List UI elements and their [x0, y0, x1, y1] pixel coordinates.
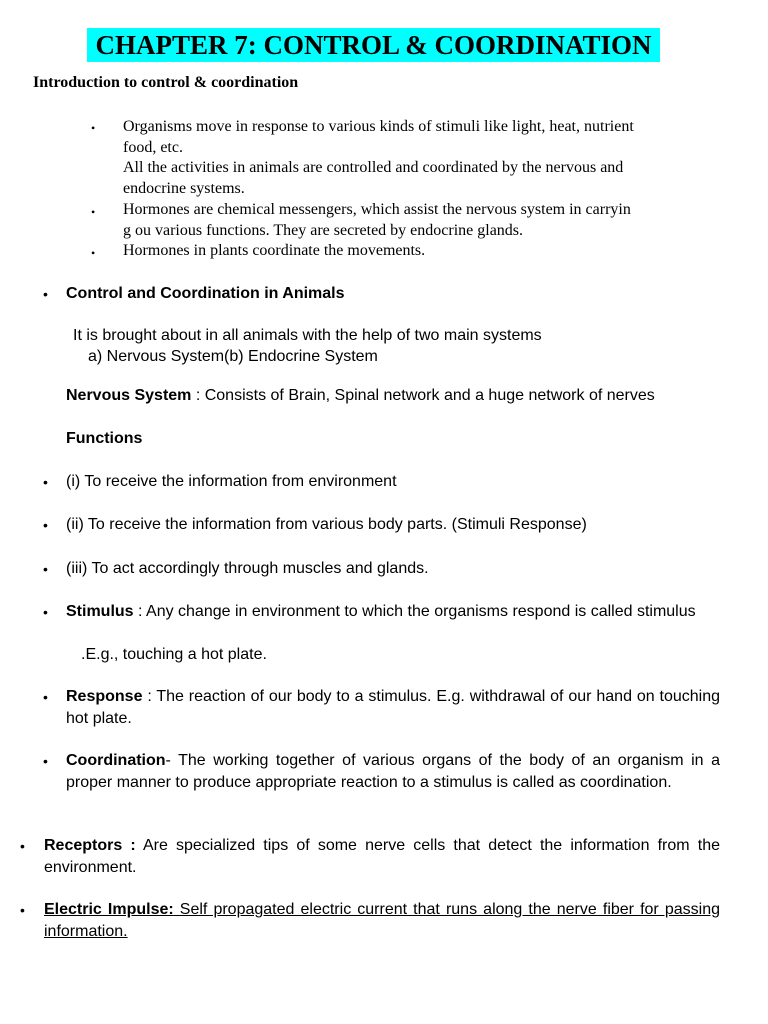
- intro-bullet-1-line-1: Organisms move in response to various kinds of stimuli like light, heat, nutrient: [123, 118, 634, 135]
- intro-bullet-2-marker: •: [91, 205, 96, 219]
- receptors-text: Are specialized tips of some nerve cells that detect the information from the environment.: [44, 837, 720, 876]
- intro-heading: Introduction to control & coordination: [33, 74, 299, 91]
- intro-bullet-1-marker: •: [91, 121, 96, 135]
- function-item-1: (i) To receive the information from environment: [66, 473, 397, 490]
- functions-heading: Functions: [66, 430, 143, 447]
- response-marker: •: [43, 689, 48, 705]
- intro-bullet-1: [123, 117, 703, 199]
- response-text: : The reaction of our body to a stimulus. E.g. withdrawal of our hand on touching hot plate.: [66, 688, 720, 727]
- stimulus-definition: [66, 601, 720, 623]
- intro-bullet-1-line-3: All the activities in animals are controlled and coordinated by the nervous and: [123, 159, 624, 176]
- intro-bullet-3-marker: •: [91, 246, 96, 260]
- animals-bullet-marker: •: [43, 286, 48, 302]
- intro-bullet-2: [123, 200, 703, 241]
- animals-line-1: It is brought about in all animals with the help of two main systems: [73, 327, 542, 344]
- nervous-system-definition: [66, 385, 655, 407]
- nervous-system-text: : Consists of Brain, Spinal network and a huge network of nerves: [191, 387, 655, 404]
- receptors-marker: •: [20, 838, 25, 854]
- coordination-text: - The working together of various organs of the body of an organism in a proper manner to produce appropriate reaction to a stimulus is called as coordination.: [66, 752, 720, 791]
- function-item-2: (ii) To receive the information from various body parts. (Stimuli Response): [66, 516, 587, 533]
- animals-line-2: a) Nervous System(b) Endocrine System: [88, 348, 378, 365]
- electric-impulse-definition: [44, 899, 720, 942]
- intro-bullet-3-line-1: Hormones in plants coordinate the movements.: [123, 242, 426, 259]
- intro-bullet-1-line-4: endocrine systems.: [123, 179, 245, 197]
- nervous-system-term: Nervous System: [66, 387, 192, 404]
- function-item-3: (iii) To act accordingly through muscles and glands.: [66, 560, 429, 577]
- animals-heading: Control and Coordination in Animals: [66, 285, 345, 302]
- receptors-definition: [44, 835, 720, 878]
- stimulus-marker: •: [43, 604, 48, 620]
- impulse-marker: •: [20, 902, 25, 918]
- stimulus-term: Stimulus: [66, 603, 134, 620]
- electric-impulse-text: Self propagated electric current that runs along the nerve fiber for passing information.: [44, 901, 721, 940]
- chapter-title: CHAPTER 7: CONTROL & COORDINATION: [87, 28, 660, 62]
- response-term: Response: [66, 688, 143, 705]
- intro-bullet-1-line-2: food, etc.: [123, 138, 183, 156]
- intro-bullet-2-line-2: g ou various functions. They are secreted by endocrine glands.: [123, 221, 524, 239]
- stimulus-example: .E.g., touching a hot plate.: [81, 646, 267, 663]
- function-3-marker: •: [43, 561, 48, 577]
- coordination-term: Coordination: [66, 752, 166, 769]
- electric-impulse-term: Electric Impulse:: [44, 901, 174, 918]
- coordination-marker: •: [43, 753, 48, 769]
- intro-bullet-3: [123, 241, 703, 262]
- response-definition: [66, 686, 720, 729]
- function-1-marker: •: [43, 474, 48, 490]
- function-2-marker: •: [43, 517, 48, 533]
- stimulus-text: : Any change in environment to which the organisms respond is called stimulus: [133, 603, 696, 620]
- receptors-term: Receptors :: [44, 837, 136, 854]
- intro-bullet-2-line-1: Hormones are chemical messengers, which assist the nervous system in carryin: [123, 201, 631, 218]
- coordination-definition: [66, 750, 720, 793]
